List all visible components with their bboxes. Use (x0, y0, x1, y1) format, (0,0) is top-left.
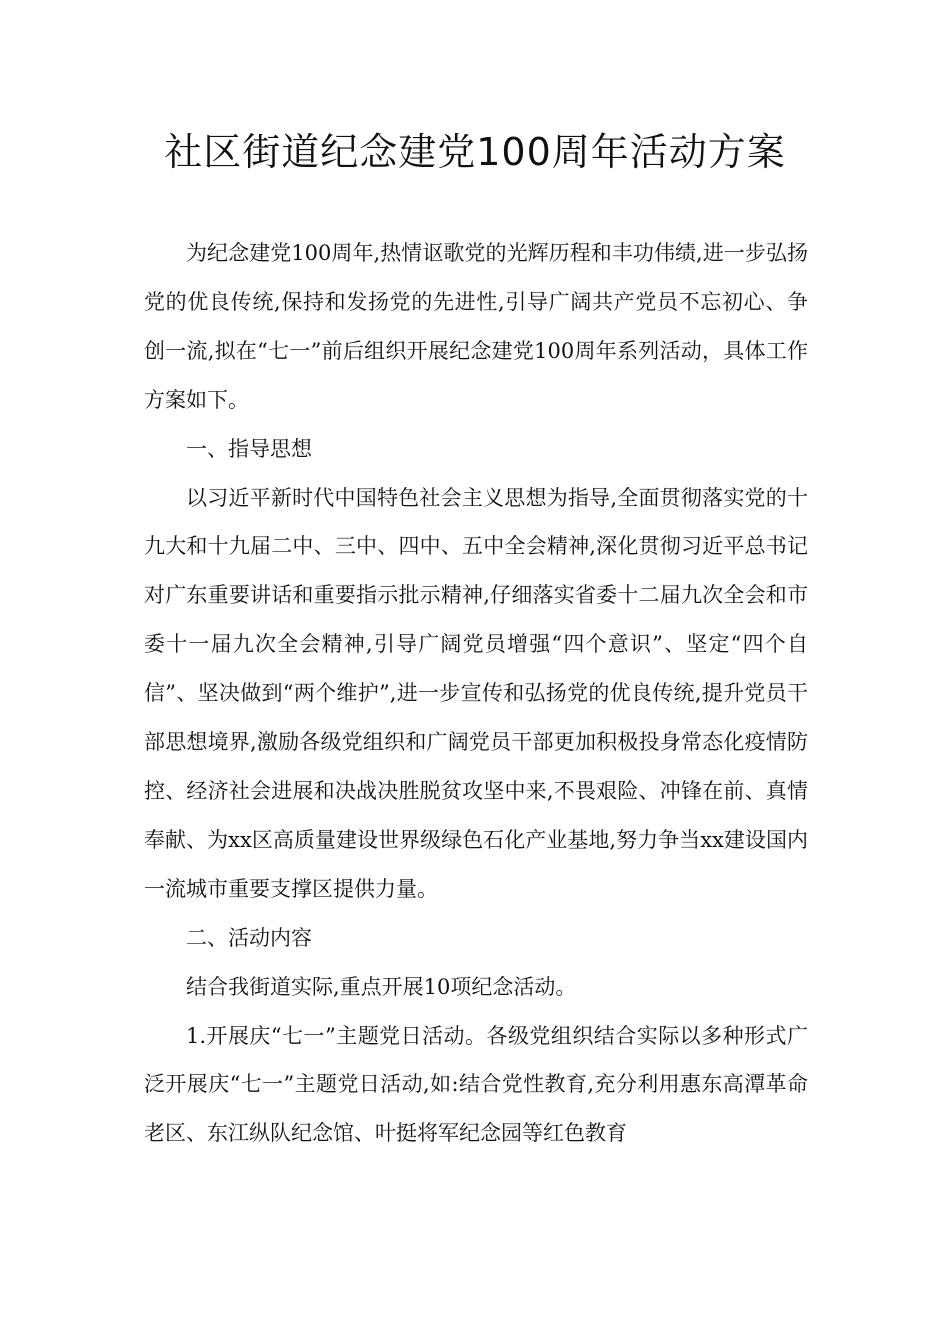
activity-summary-paragraph: 结合我街道实际,重点开展10项纪念活动。 (186, 974, 577, 999)
intro-paragraph: 为纪念建党100周年,热情讴歌党的光辉历程和丰功伟绩,进一步弘扬党的优良传统,保持和发扬党的先进性,引导广阔共产党员不忘初心、争创一流,拟在“七一”前后组织开展纪念建党100周年系列活动，具体工作方案如下。 (144, 241, 808, 412)
section-heading-guiding-ideology: 一、指导思想 (186, 436, 312, 461)
activity-item-1-paragraph: 1.开展庆“七一”主题党日活动。各级党组织结合实际以多种形式广泛开展庆“七一”主题党日活动,如:结合党性教育,充分利用惠东高潭革命老区、东江纵队纪念馆、叶挺将军纪念园等红色教育 (144, 1023, 808, 1146)
section-heading-activity-content: 二、活动内容 (186, 925, 312, 950)
document-title: 社区街道纪念建党100周年活动方案 (164, 130, 786, 174)
document-body (144, 229, 808, 1158)
guiding-ideology-paragraph: 以习近平新时代中国特色社会主义思想为指导,全面贯彻落实党的十九大和十九届二中、三中、四中、五中全会精神,深化贯彻习近平总书记对广东重要讲话和重要指示批示精神,仔细落实省委十二届九次全会和市委十一届九次全会精神,引导广阔党员增强“四个意识”、坚定“四个自信”、坚决做到“两个维护”,进一步宣传和弘扬党的优良传统,提升党员干部思想境界,激励各级党组织和广阔党员干部更加积极投身常态化疫情防控、经济社会进展和决战决胜脱贫攻坚中来,不畏艰险、冲锋在前、真情奉献、为xx区高质量建设世界级绿色石化产业基地,努力争当xx建设国内一流城市重要支撑区提供力量。 (144, 485, 808, 901)
